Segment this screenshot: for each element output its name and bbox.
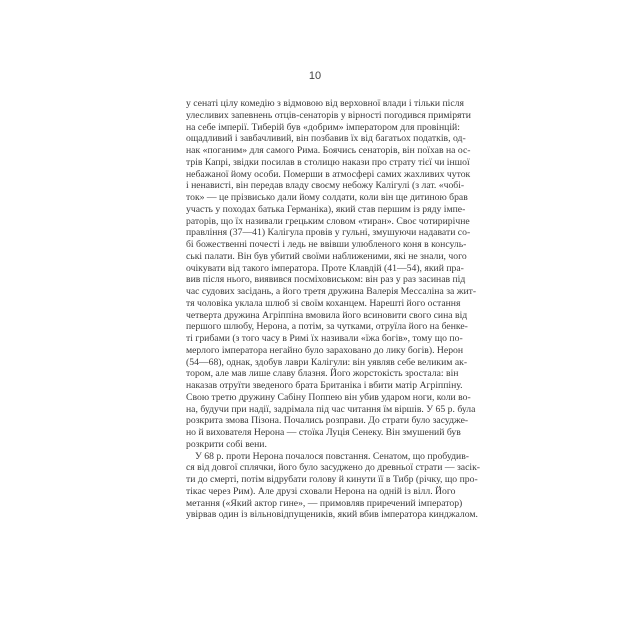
text-line: трів Капрі, звідки посилав в столицю накази про страту тієї чи іншої (186, 156, 470, 168)
text-line: тором, але мав лише славу блазня. Його жорстокість зростала: він (186, 368, 459, 380)
text-line: увірвав один із вільновідпущеників, який вбив імператора кинджалом. (186, 509, 478, 521)
page-number: 10 (308, 70, 322, 82)
text-line: улесливих запевнень отців-сенаторів у вірності погодився приміряти (186, 109, 471, 121)
text-line: ські палати. Він був убитий своїми наближеними, які не знали, чого (186, 250, 467, 262)
text-line: участь у походах батька Германіка), який став першим із ряду імпе- (186, 203, 466, 215)
paragraph (186, 450, 481, 522)
text-line: небажаної йому особи. Померши в атмосфері самих жахливих чуток (186, 168, 471, 180)
text-line: розкрита змова Пізона. Почались розправи. До страти було засудже- (186, 415, 469, 427)
text-line: но й вихователя Нерона — стоїка Луція Сенеку. Він змушений був (186, 427, 461, 438)
text-line: тя чоловіка уклала шлюб зі своїм коханцем. Нарешті його остання (186, 297, 461, 309)
text-line: ощадливий і завбачливий, він позбавив їх від багатьох податків, од- (186, 133, 466, 145)
text-line: очікувати від такого імператора. Проте Клавдій (41—54), який пра- (186, 262, 464, 274)
text-line: правління (37—41) Калігула провів у гульні, змушуючи надавати со- (186, 227, 471, 239)
text-line: мерлого імператора негайно було зараховано до лику богів). Нерон (186, 344, 464, 356)
body-text (186, 98, 481, 521)
text-line: розкрити собі вени. (186, 438, 267, 450)
text-line: Свою третю дружину Сабіну Поппею він убив ударом ноги, коли во- (186, 391, 471, 403)
text-line: у сенаті цілу комедію з відмовою від верховної влади і тільки після (186, 98, 464, 109)
text-line: раторів, що їх називали грецьким словом «тиран». Своє чотирирічне (186, 215, 470, 227)
text-line: ся від довгої сплячки, його було засуджено до древньої страти — засік- (186, 462, 481, 474)
text-line: У 68 р. проти Нерона почалося повстання. Сенатом, що пробудив- (195, 450, 470, 462)
text-line: і ненависті, він передав владу своєму небожу Калігулі (з лат. «чобі- (186, 180, 465, 192)
text-line: бі божественні почесті і ледь не ввівши улюбленого коня в консуль- (186, 239, 467, 250)
text-line: метання («Який актор гине», — примовляв приречений імператор) (186, 497, 463, 509)
paragraph (186, 98, 477, 451)
text-line: першого шлюбу, Нерона, а потім, за чутками, отруїла його на бенке- (186, 321, 468, 333)
text-line: на, будучи при надії, задрімала під час читання їм віршів. У 65 р. була (186, 403, 476, 415)
text-line: четверта дружина Агріппіна вмовила його всиновити свого сина від (186, 309, 468, 321)
text-line: ті грибами (з того часу в Римі їх називали «їжа богів», тому що по- (186, 333, 463, 344)
text-line: наказав отруїти зведеного брата Британіка і вбити матір Агріппіну. (186, 380, 463, 391)
text-line: на себе імперії. Тиберій був «добрим» імператором для провінцій: (186, 121, 460, 133)
text-line: вив після нього, виявився посміховиськом: він раз у раз засинав під (186, 274, 466, 286)
text-line: час судових засідань, а його третя дружина Валерія Мессаліна за жит- (186, 286, 477, 297)
text-line: ти до смерті, потім відрубати голову й кинути її в Тибр (річку, що про- (186, 474, 478, 485)
text-line: (54—68), однак, здобув лаври Калігули: він уявляв себе великим ак- (186, 356, 468, 368)
text-line: тікає через Рим). Але друзі сховали Нерона на одній із вілл. Його (186, 485, 456, 497)
text-line: ток» — це прізвисько дали йому солдати, коли він ще дитиною брав (186, 192, 468, 203)
text-line: нак «поганим» для самого Рима. Боячись сенаторів, він поїхав на ос- (186, 145, 471, 156)
